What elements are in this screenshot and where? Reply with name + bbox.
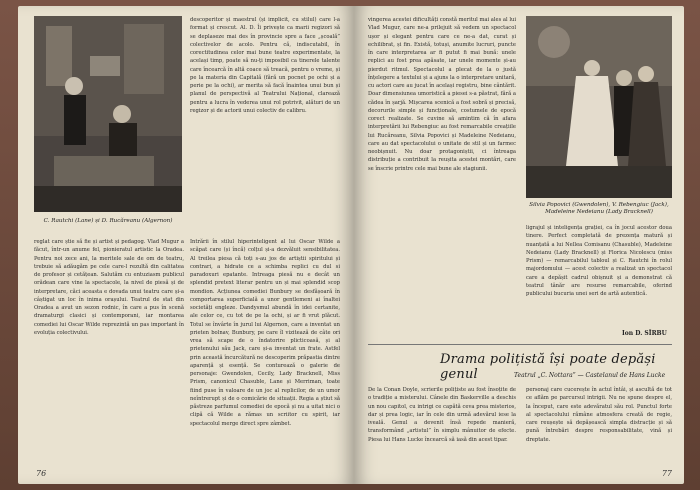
left-photo [34,16,182,212]
right-column-2: ligrajul și inteligența grației, ca în jocul acestor doua tinere. Perfect completată de prezența matură și nuanțată a lui Nellea Comisanu (Chasuble), Madeleine Nedeianu (Lady Bracknell) și Florica Nicolescu (miss Prism) — remarcabilul tabloul și C. Rautchi în rolul majordomului — acest colectiv a realizat un spectacol care a depășit cadrul obișnuit și a demonstrat că teatrul tânăr are resurse remarcabile, oferind publicului bucuria unei seri de artă autentică. [526,225,672,297]
article-column-1: De la Conan Doyle, scrierile polițiste au fost însoțite de o tradiție a misterului. Cânele din Baskerville a deschis un nou capitol, cu intrigi ce capătă ceva prea misterios, dar și prea logic, iar în cele din urmă adevărul iese la iveală. Genul a devenit însă repede manieră, transformând „artistul” în simplu mânuitor de efecte. Piesa lui Hans Lucke încearcă să iasă din acest tipar. [368,387,516,443]
left-photo-caption: C. Rautchi (Lane) și D. Rucăreanu (Algernon) [43,218,173,224]
article-title: Drama polițistă își poate depăși genul [440,352,656,382]
left-page [18,6,354,484]
right-page [354,6,684,484]
section-divider [368,344,672,345]
right-photo-caption: Silvia Popovici (Gwendolen), V. Rebengiuc (Jack), Madeleine Nedeianu (Lady Bracknell) [529,202,669,215]
stage-photo-image [526,16,672,198]
left-column-1-bottom: reglat care știe să fie și artist și pedagog. Vlad Mugur a făcut, într-un anume fel, pionieratul artistic la Oradea. Pentru noi zece ani, la meritele sale de om de teatru, trebuie să adăugăm pe cele care-l rezultă din calitatea de profesor și cetățean. Salutăm cu entuziasm publicul orădean care vine la spectacole, la nivel de piesă și de interpretare, căci aceasta e dovada unui teatru care și-a câștigat un loc în inima orașului. Teatrul de stat din Oradea a avut un sezon rodnic, în care a pus în scenă dramaturgi clasici și contemporani, iar montarea comediei lui Oscar Wilde reprezintă un pas important în evoluția colectivului. [34,239,184,336]
article-subtitle: Teatrul „C. Nottara” — Castelanul de Hans Lucke [514,372,666,379]
review-author: Ion D. SÎRBU [622,330,667,337]
stage-photo-image [34,16,182,212]
right-page-number: 77 [661,469,672,478]
left-page-number: 76 [36,469,47,478]
left-column-1-top: descoperitor și maestrul (și implicit, cu stilul) care l-a format și crescut. Al. D. Îi privește ca marii regizori să se deplaseze mai des în provincie spre a face „școală” colectivelor de acolo. Pentru că, indiscutabil, în corectitudinea celor mai bune teatre experimentate, la același timp, poate să nu-ți imposibil ca tinerele talente care încearcă în altă coace să treacă, pentru o vreme, și pe la materia din Capitală (fără un pocnet pe ochi și a perie pe la ochi), ar merita să facă înaintea unui bun și planul de perspectivă al Teatrului Național, clarează pentru a lucra în vederea unui rol potrivit, alături de un regizor și de actorii unui colectiv de calibru. [190,17,340,114]
article-column-2: personaj care cucerește în actul întâi, și ascultă de tot ce aflăm pe parcursul intrigii. Nu ne spune despre el, la început, care este adevăratul său rol. Punctul forte al spectacolului rămâne atmosfera creată de regie, care reușește să depășească simpla distracție și să pună întrebări despre responsabilitate, vină și dreptate. [526,387,672,443]
right-column-1: vingerea acestei dificultăți constă meritul mai ales al lui Vlad Mugur, care ne-a prilejuit să vedem un spectacol ușor și elegant pentru care ce ne-a dat, curat și echilibrat, și fin. Există, totuși, anumite lucruri, puncte în care interpretarea ar fi putut fi mai bună: unele replici au fost prea apăsate, iar unele momente și-au pierdut ritmul. Spectacolul a plecat de la o justă înțelegere a textului și a ajuns la o interpretare unitară, cu actori care au jucat în același registru, bine cântărit. Doar dimensiunea umoristică a piesei s-a păstrat, fără a cădea în șarjă. Mișcarea scenică a fost sobră și precisă, decorurile simple și funcționale, costumele de epocă corect realizate. Se cuvine să amintim că în afara interpretării lui Rebengiuc au fost remarcabile creațiile lui Rucăreanu, Silvia Popovici și Madeleine Nedeianu, care au dat spectacolului o unitate de stil și un farmec neobișnuit. Nu doar protagoniștii, ci întreaga distribuție a contribuit la reușita acestei montări, care se înscrie printre cele mai bune ale stagiunii. [368,17,516,172]
left-column-2: Intrării în stilul hiperinteligent al lui Oscar Wilde a scăpat care (și încă) colțul și-a dezvăluit sensibilitatea. Al treilea piesa că toți s-au jos de artiștii spiritului și contrari, a hidrate ce a schimba replici cu dul si paradoxuri epatante. Intreaga piesă nu e decât un splendid pretext literar pentru un și mai splendid scop mondion. Acțiunea comediei Bunbury se desfășoară în comportarea superficială a unor gentlemeni ai înaltei societăți engleze. Dandysmul abundă în idei certanite, ale celor ce, cu tot de pe la ochi, și ar fi vrut plăcut. Totul se învârte în jurul lui Algernon, care a inventat un prieten bolnav, Bunbury, pe care îl vizitează de câte ori vrea să scape de o îndatorire plicticoasă, și al prietenului său Jack, care și-a inventat un frate. Astfel prin această încurcătură ne descoperim prăpastia dintre aparență și esență. Se conturează o galerie de personaje: Gwendolen, Cecily, Lady Bracknell, Miss Prism, canonicul Chasuble, Lane și Merriman, toate fiind puse în valoare de un joc al replicilor, de un umor neîntrerupt și de o comicărie de situații. Regia a știut să păstreze parfumul comediei de epocă și nu a uitat nici o clipă că Wilde a rămas un scriitor cu spirit, iar spectacolul merge direct spre zâmbet. [190,239,340,427]
right-photo [526,16,672,198]
